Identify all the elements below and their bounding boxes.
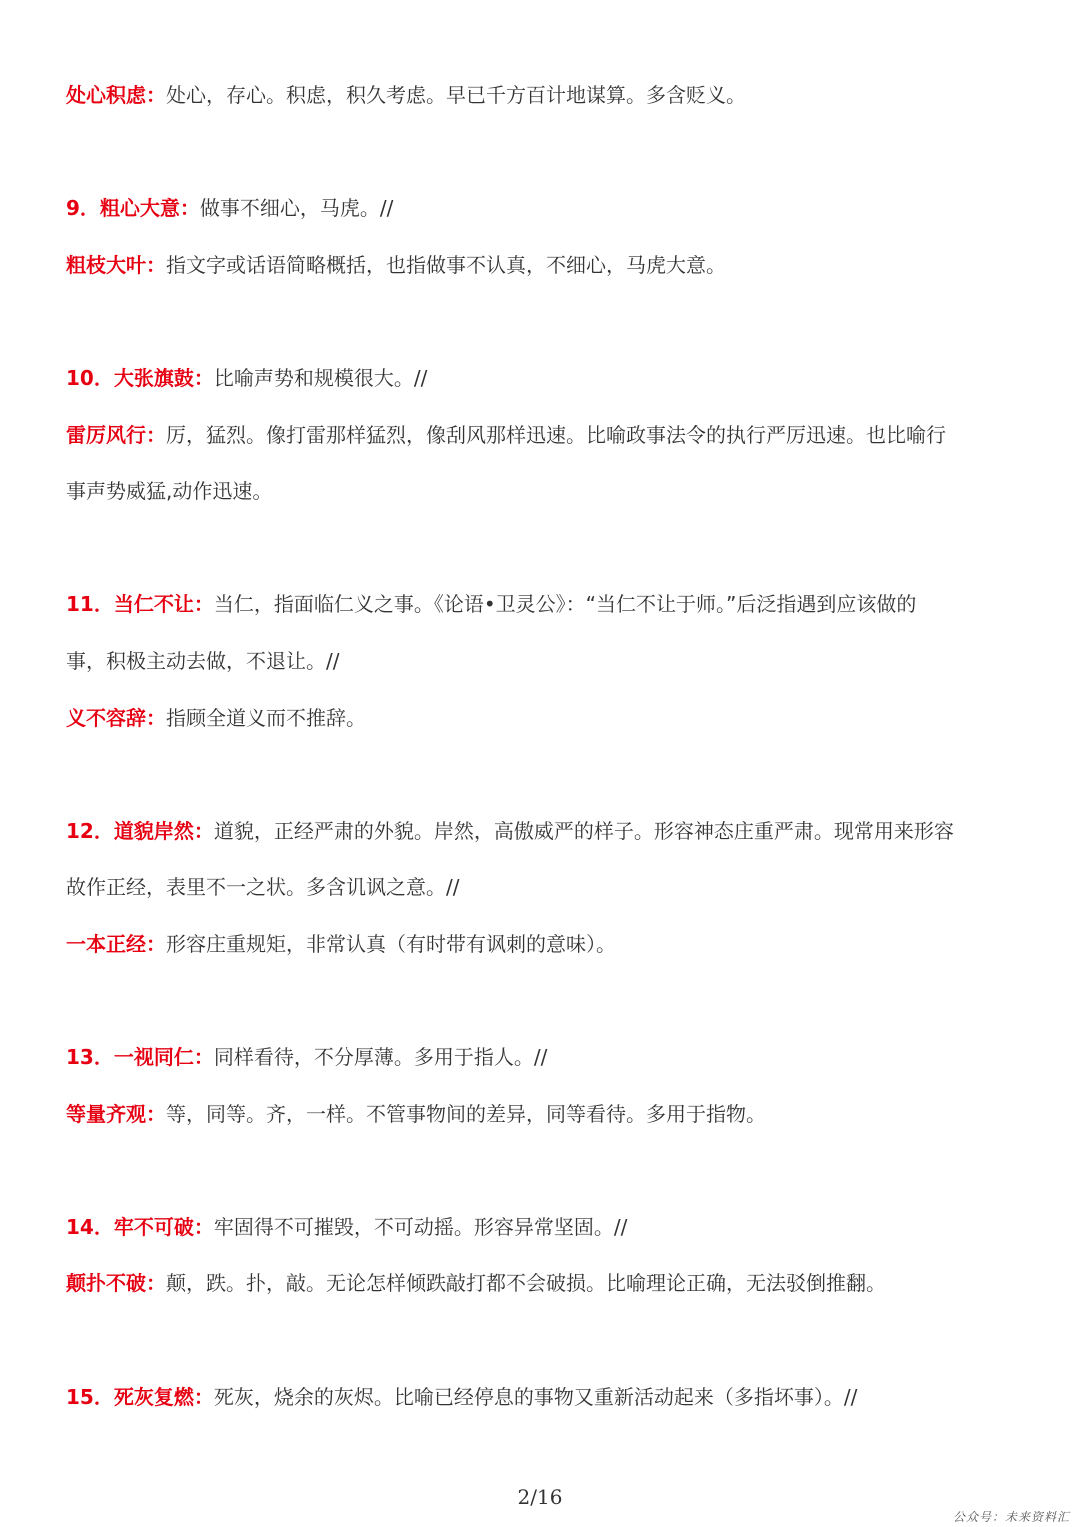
idiom-term: 义不容辞：	[66, 706, 166, 730]
entry-line	[66, 816, 1026, 846]
page-number: 2/16	[517, 1485, 563, 1509]
entry-line	[66, 420, 1026, 450]
idiom-term: 粗枝大叶：	[66, 253, 166, 277]
entry-line	[66, 929, 1026, 959]
entry-line	[66, 1268, 1026, 1298]
idiom-term: 处心积虑：	[66, 83, 166, 107]
idiom-term: 15．死灰复燃：	[66, 1385, 214, 1409]
idiom-definition: 事，积极主动去做，不退让。//	[66, 649, 340, 673]
entry-line	[66, 589, 1026, 619]
entry-line	[66, 1042, 1026, 1072]
idiom-term: 12．道貌岸然：	[66, 819, 214, 843]
entry-line-continued	[66, 872, 1026, 902]
entry-line	[66, 1212, 1026, 1242]
idiom-term: 14．牢不可破：	[66, 1215, 214, 1239]
idiom-definition: 指顾全道义而不推辞。	[166, 706, 366, 730]
idiom-definition: 事声势威猛,动作迅速。	[66, 479, 273, 503]
idiom-definition: 厉，猛烈。像打雷那样猛烈，像刮风那样迅速。比喻政事法令的执行严厉迅速。也比喻行	[166, 423, 946, 447]
entry-line	[66, 250, 1026, 280]
idiom-definition: 道貌，正经严肃的外貌。岸然，高傲威严的样子。形容神态庄重严肃。现常用来形容	[213, 819, 954, 843]
idiom-definition: 死灰，烧余的灰烬。比喻已经停息的事物又重新活动起来（多指坏事）。//	[213, 1385, 858, 1409]
idiom-term: 9．粗心大意：	[66, 196, 200, 220]
idiom-definition: 当仁，指面临仁义之事。《论语•卫灵公》：“当仁不让于师。”后泛指遇到应该做的	[213, 592, 917, 616]
watermark: 公众号：未来资料汇	[952, 1510, 1070, 1524]
idiom-term: 等量齐观：	[66, 1102, 166, 1126]
entry-line-continued	[66, 646, 1026, 676]
idiom-term: 雷厉风行：	[66, 423, 166, 447]
idiom-definition: 牢固得不可摧毁，不可动摇。形容异常坚固。//	[213, 1215, 628, 1239]
idiom-term: 颠扑不破：	[66, 1271, 166, 1295]
entry-line	[66, 193, 1026, 223]
idiom-definition: 等，同等。齐，一样。不管事物间的差异，同等看待。多用于指物。	[166, 1102, 766, 1126]
idiom-term: 13．一视同仁：	[66, 1045, 214, 1069]
entry-line	[66, 1382, 1026, 1412]
idiom-definition: 指文字或话语简略概括，也指做事不认真，不细心，马虎大意。	[166, 253, 726, 277]
entry-line	[66, 363, 1026, 393]
idiom-term: 10．大张旗鼓：	[66, 366, 214, 390]
entry-line	[66, 703, 1026, 733]
entry-line	[66, 1099, 1026, 1129]
idiom-definition: 形容庄重规矩，非常认真（有时带有讽刺的意味）。	[166, 932, 616, 956]
idiom-definition: 做事不细心，马虎。//	[199, 196, 394, 220]
idiom-definition: 故作正经，表里不一之状。多含讥讽之意。//	[66, 875, 460, 899]
idiom-definition: 颠，跌。扑，敲。无论怎样倾跌敲打都不会破损。比喻理论正确，无法驳倒推翻。	[166, 1271, 886, 1295]
idiom-term: 一本正经：	[66, 932, 166, 956]
idiom-term: 11．当仁不让：	[66, 592, 214, 616]
entry-line-continued	[66, 476, 1026, 506]
idiom-definition: 处心，存心。积虑，积久考虑。早已千方百计地谋算。多含贬义。	[166, 83, 746, 107]
idiom-definition: 同样看待，不分厚薄。多用于指人。//	[213, 1045, 548, 1069]
idiom-definition: 比喻声势和规模很大。//	[213, 366, 428, 390]
entry-line	[66, 80, 1026, 110]
